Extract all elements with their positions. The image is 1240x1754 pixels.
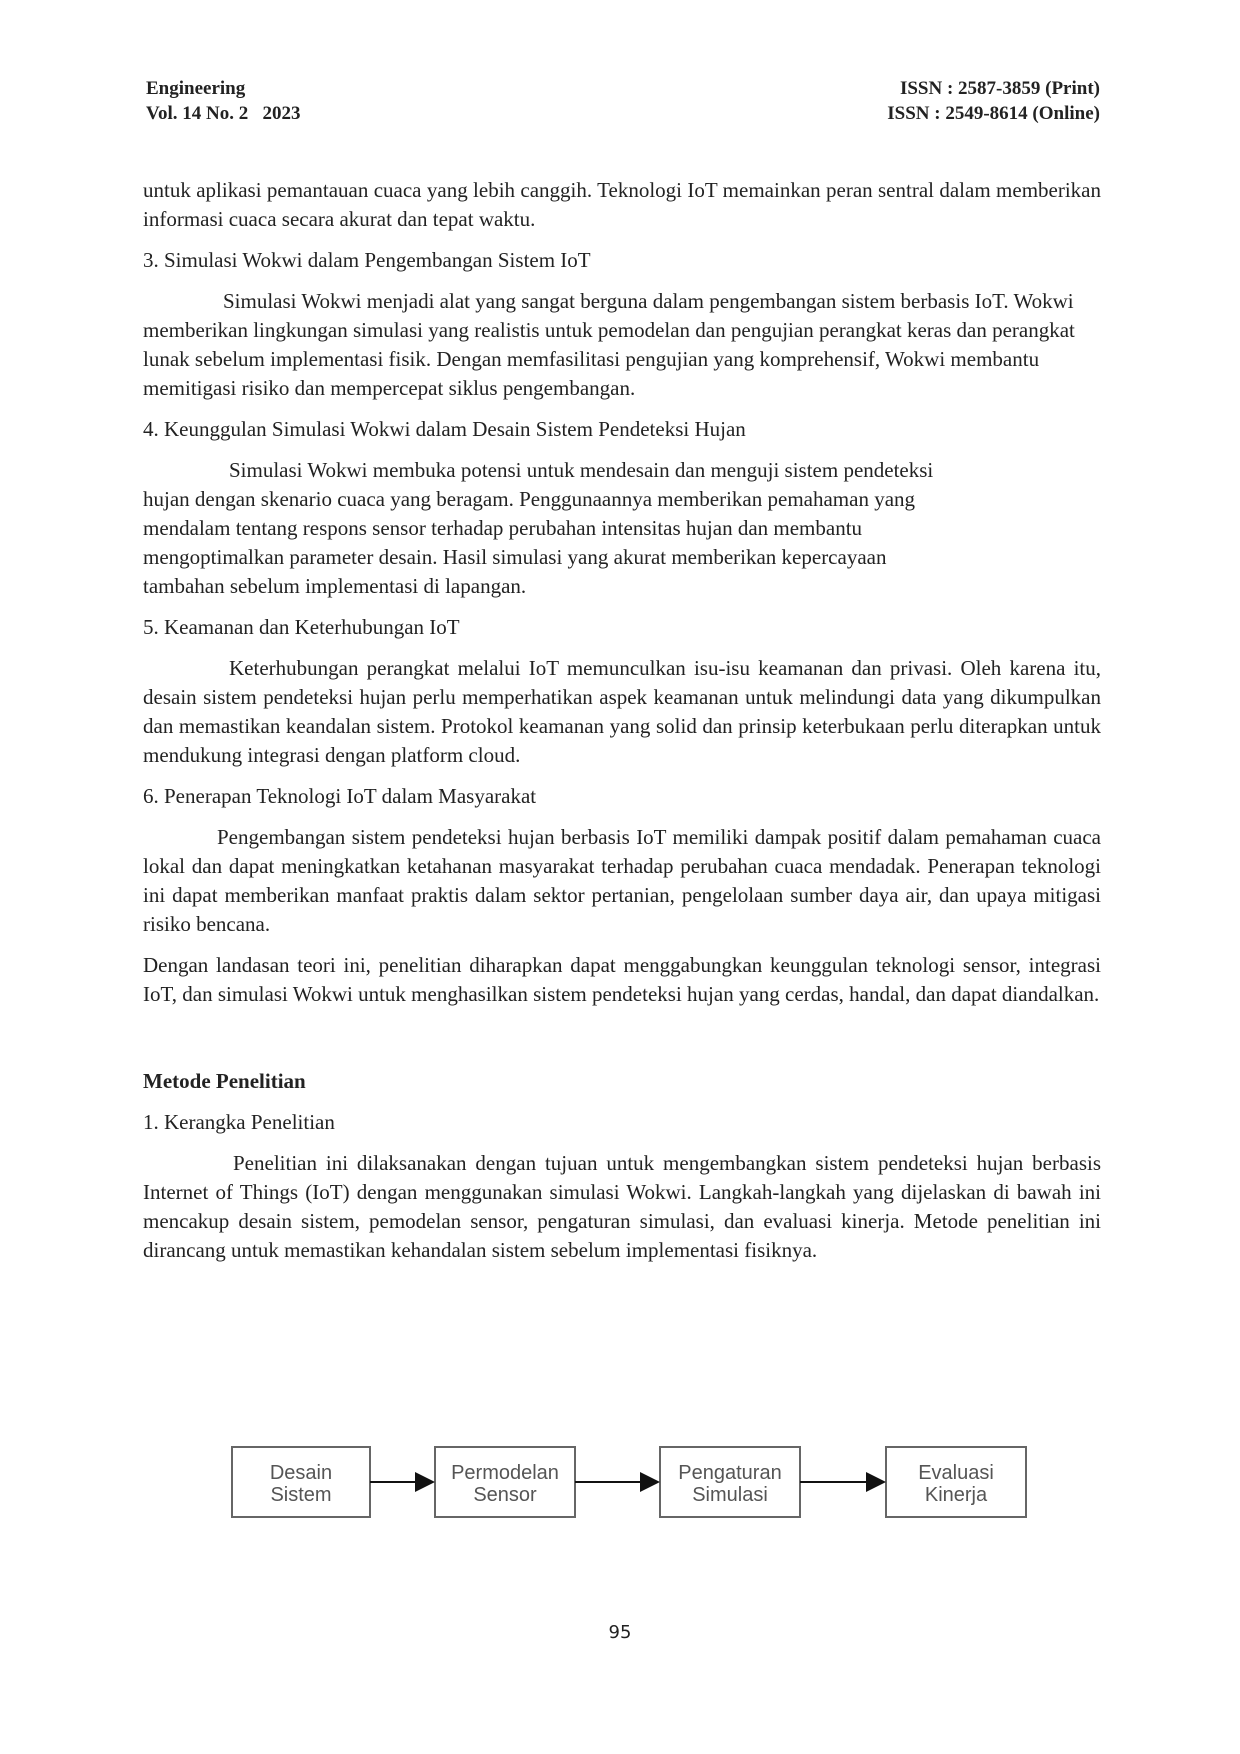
journal-name: Engineering [146, 78, 246, 99]
method-1-title: 1. Kerangka Penelitian [143, 1110, 335, 1134]
closing-paragraph: Dengan landasan teori ini, penelitian diharapkan dapat menggabungkan keunggulan teknologi sensor, integrasi IoT, dan simulasi Wokwi untuk menghasilkan sistem pendeteksi hujan yang cerdas, handal, dan dapat diandalkan. [143, 953, 1101, 1006]
method-heading: Metode Penelitian [143, 1069, 306, 1093]
flow-box-evaluasi-line1: Evaluasi [918, 1462, 994, 1484]
paragraph-continued: untuk aplikasi pemantauan cuaca yang lebih canggih. Teknologi IoT memainkan peran sentral dalam memberikan informasi cuaca secara akurat dan tepat waktu. [143, 178, 1101, 231]
flow-box-permodelan-line1: Permodelan [451, 1462, 559, 1484]
section-3-title: 3. Simulasi Wokwi dalam Pengembangan Sistem IoT [143, 248, 591, 272]
journal-volume: Vol. 14 No. 2 2023 [146, 103, 301, 124]
page-number: 95 [608, 1622, 632, 1643]
section-4-title: 4. Keunggulan Simulasi Wokwi dalam Desain Sistem Pendeteksi Hujan [143, 417, 746, 441]
issn-online: ISSN : 2549-8614 (Online) [887, 103, 1100, 124]
header-left [146, 76, 300, 126]
header-right [887, 76, 1100, 126]
section-6-title: 6. Penerapan Teknologi IoT dalam Masyarakat [143, 784, 537, 808]
flow-svg [230, 1440, 1030, 1520]
flow-box-evaluasi-line2: Kinerja [924, 1484, 988, 1506]
flow-box-desain-line1: Desain [269, 1462, 333, 1484]
flow-box-permodelan-line2: Sensor [473, 1484, 537, 1506]
research-flow-diagram [230, 1440, 1030, 1520]
flow-box-pengaturan-line1: Pengaturan [678, 1462, 782, 1484]
section-3-paragraph: Simulasi Wokwi menjadi alat yang sangat berguna dalam pengembangan sistem berbasis IoT. Wokwi memberikan lingkungan simulasi yang realistis untuk pemodelan dan pengujian perangkat keras dan perangkat lunak sebelum implementasi fisik. Dengan memfasilitasi pengujian yang komprehensif, Wokwi membantu memitigasi risiko dan mempercepat siklus pengembangan. [143, 289, 1075, 400]
section-5-title: 5. Keamanan dan Keterhubungan IoT [143, 615, 460, 639]
section-5-paragraph: Keterhubungan perangkat melalui IoT memunculkan isu-isu keamanan dan privasi. Oleh karena itu, desain sistem pendeteksi hujan perlu memperhatikan aspek keamanan untuk melindungi data yang dikumpulkan dan memastikan keandalan sistem. Protokol keamanan yang solid dan prinsip keterbukaan perlu diterapkan untuk mendukung integrasi dengan platform cloud. [143, 656, 1101, 767]
page-body [143, 176, 1101, 1277]
section-4-paragraph: Simulasi Wokwi membuka potensi untuk mendesain dan menguji sistem pendeteksi hujan dengan skenario cuaca yang beragam. Penggunaannya memberikan pemahaman yang mendalam tentang respons sensor terhadap perubahan intensitas hujan dan membantu mengoptimalkan parameter desain. Hasil simulasi yang akurat memberikan kepercayaan tambahan sebelum implementasi di lapangan. [143, 458, 934, 598]
method-1-paragraph: Penelitian ini dilaksanakan dengan tujuan untuk mengembangkan sistem pendeteksi hujan berbasis Internet of Things (IoT) dengan menggunakan simulasi Wokwi. Langkah-langkah yang dijelaskan di bawah ini mencakup desain sistem, pemodelan sensor, pengaturan simulasi, dan evaluasi kinerja. Metode penelitian ini dirancang untuk memastikan kehandalan sistem sebelum implementasi fisiknya. [143, 1151, 1101, 1262]
section-6-paragraph: Pengembangan sistem pendeteksi hujan berbasis IoT memiliki dampak positif dalam pemahaman cuaca lokal dan dapat meningkatkan ketahanan masyarakat terhadap perubahan cuaca mendadak. Penerapan teknologi ini dapat memberikan manfaat praktis dalam sektor pertanian, pengelolaan sumber daya air, dan upaya mitigasi risiko bencana. [143, 825, 1101, 936]
issn-print: ISSN : 2587-3859 (Print) [899, 78, 1100, 99]
flow-box-pengaturan-line2: Simulasi [692, 1484, 768, 1506]
flow-box-desain-line2: Sistem [270, 1484, 332, 1506]
